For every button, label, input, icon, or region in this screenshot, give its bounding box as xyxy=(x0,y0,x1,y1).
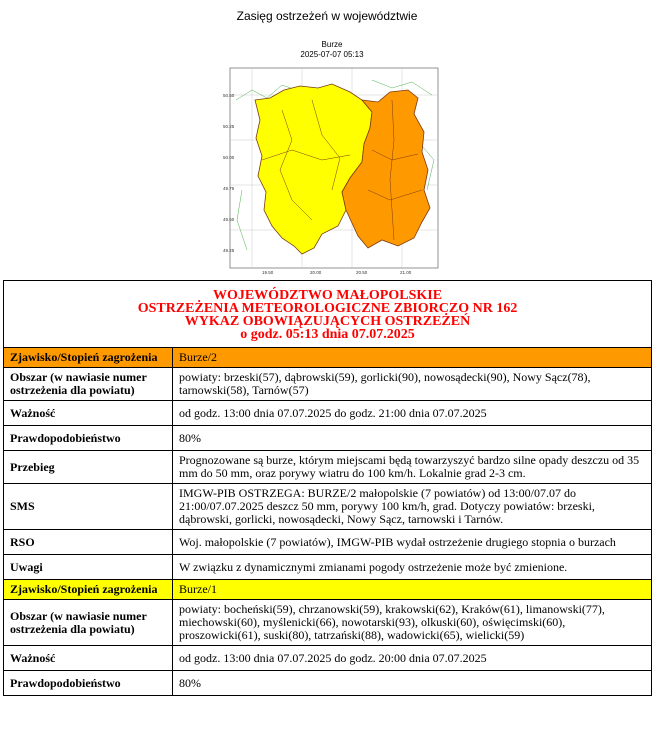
warning-1-phenomenon-row xyxy=(4,348,652,368)
validity-value: od godz. 13:00 dnia 07.07.2025 do godz. 20:00 dnia 07.07.2025 xyxy=(173,646,652,671)
warning-1-area-row xyxy=(4,368,652,401)
area-value: powiaty: brzeski(57), dąbrowski(59), gorlicki(90), nowosądecki(90), Nowy Sącz(78), tarnowski(58), Tarnów(57) xyxy=(173,368,652,401)
probability-label: Prawdopodobieństwo xyxy=(4,671,173,696)
phenomenon-label: Zjawisko/Stopień zagrożenia xyxy=(4,348,173,368)
notes-value: W związku z dynamicznymi zmianami pogody ostrzeżenie może być zmienione. xyxy=(173,555,652,580)
area-label: Obszar (w nawiasie numer ostrzeżenia dla powiatu) xyxy=(4,368,173,401)
validity-label: Ważność xyxy=(4,646,173,671)
warning-2-validity-row xyxy=(4,646,652,671)
map-y-tick: 49.25 xyxy=(223,248,235,253)
course-value: Prognozowane są burze, którym miejscami będą towarzyszyć bardzo silne opady deszczu od 35 mm do 50 mm, oraz porywy wiatru do 100 km/h. Lokalnie grad 2-3 cm. xyxy=(173,451,652,484)
map-y-tick: 50.50 xyxy=(223,93,235,98)
probability-label: Prawdopodobieństwo xyxy=(4,426,173,451)
map-x-ticks xyxy=(262,270,412,275)
notes-label: Uwagi xyxy=(4,555,173,580)
rso-value: Woj. małopolskie (7 powiatów), IMGW-PIB wydał ostrzeżenie drugiego stopnia o burzach xyxy=(173,530,652,555)
header-cell xyxy=(4,281,652,348)
map-y-tick: 49.50 xyxy=(223,217,235,222)
map-image xyxy=(222,40,442,278)
map-x-tick: 20.50 xyxy=(356,270,368,275)
map-datetime: 2025-07-07 05:13 xyxy=(300,50,364,59)
validity-label: Ważność xyxy=(4,401,173,426)
phenomenon-value: Burze/1 xyxy=(173,580,652,600)
warning-1-sms-row xyxy=(4,484,652,530)
rso-label: RSO xyxy=(4,530,173,555)
area-value: powiaty: bocheński(59), chrzanowski(59), krakowski(62), Kraków(61), limanowski(77), miechowski(60), myślenicki(66), nowotarski(93), olkuski(60), oświęcimski(60), proszowicki(61), suski(80), tatrzański(88), wadowicki(65), wielicki(59) xyxy=(173,600,652,646)
phenomenon-value: Burze/2 xyxy=(173,348,652,368)
probability-value: 80% xyxy=(173,671,652,696)
warning-2-probability-row xyxy=(4,671,652,696)
map-y-tick: 49.75 xyxy=(223,186,235,191)
warning-1-probability-row xyxy=(4,426,652,451)
warnings-table xyxy=(3,280,652,696)
course-label: Przebieg xyxy=(4,451,173,484)
map-y-tick: 50.25 xyxy=(223,124,235,129)
warning-2-area-row xyxy=(4,600,652,646)
header-list-title: WYKAZ OBOWIĄZUJĄCYCH OSTRZEŻEŃ xyxy=(184,314,471,329)
sms-label: SMS xyxy=(4,484,173,530)
probability-value: 80% xyxy=(173,426,652,451)
page-title: Zasięg ostrzeżeń w województwie xyxy=(236,9,418,23)
warning-2-phenomenon-row xyxy=(4,580,652,600)
header-time: o godz. 05:13 dnia 07.07.2025 xyxy=(240,327,415,342)
sms-value: IMGW-PIB OSTRZEGA: BURZE/2 małopolskie (7 powiatów) od 13:00/07.07 do 21:00/07.07.2025 deszcz 50 mm, porywy 100 km/h, grad. Dotyczy powiatów: brzeski, dąbrowski, gorlicki, nowosądecki, Nowy Sącz, tarnowski i Tarnów. xyxy=(173,484,652,530)
warning-map xyxy=(222,40,442,278)
validity-value: od godz. 13:00 dnia 07.07.2025 do godz. 21:00 dnia 07.07.2025 xyxy=(173,401,652,426)
map-x-tick: 19.50 xyxy=(262,270,274,275)
warning-1-rso-row xyxy=(4,530,652,555)
phenomenon-label: Zjawisko/Stopień zagrożenia xyxy=(4,580,173,600)
map-x-tick: 21.00 xyxy=(400,270,412,275)
map-y-tick: 50.00 xyxy=(223,155,235,160)
header-row xyxy=(4,281,652,348)
map-x-tick: 20.00 xyxy=(310,270,322,275)
header-bulletin: OSTRZEŻENIA METEOROLOGICZNE ZBIORCZO NR 162 xyxy=(137,301,518,316)
area-label: Obszar (w nawiasie numer ostrzeżenia dla powiatu) xyxy=(4,600,173,646)
warning-1-validity-row xyxy=(4,401,652,426)
warning-1-notes-row xyxy=(4,555,652,580)
warning-1-course-row xyxy=(4,451,652,484)
map-title: Burze xyxy=(321,40,343,49)
header-region: WOJEWÓDZTWO MAŁOPOLSKIE xyxy=(212,288,443,303)
